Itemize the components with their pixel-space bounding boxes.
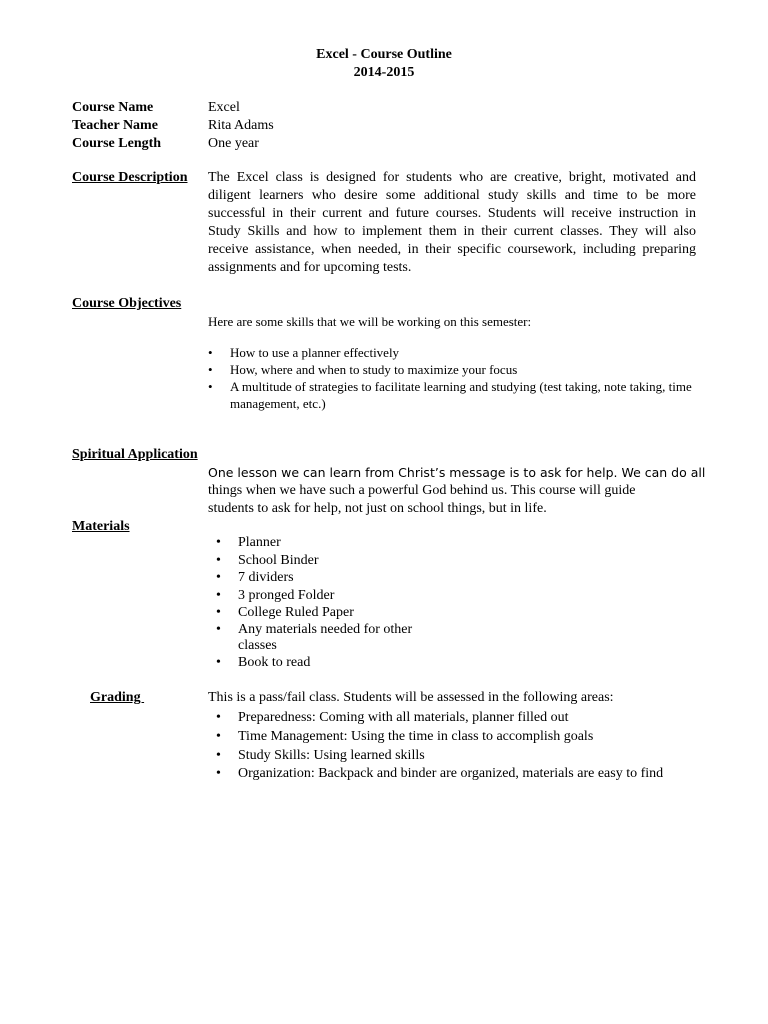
grading-heading: Grading [90, 690, 145, 705]
grading-intro: This is a pass/fail class. Students will be assessed in the following areas: [208, 690, 614, 705]
course-name-label: Course Name [72, 100, 154, 115]
course-name-value: Excel [208, 100, 240, 115]
bullet-icon: • [208, 362, 213, 377]
spiritual-heading: Spiritual Application [72, 447, 198, 462]
list-item: • How, where and when to study to maximize your focus [208, 362, 518, 377]
teacher-name-value: Rita Adams [208, 118, 274, 133]
bullet-icon: • [216, 552, 221, 568]
document-year: 2014-2015 [353, 65, 415, 80]
course-length-label: Course Length [72, 136, 162, 151]
list-item: • How to use a planner effectively [208, 345, 400, 360]
bullet-icon: • [208, 345, 213, 360]
bullet-icon: • [216, 710, 221, 725]
teacher-name-label: Teacher Name [72, 118, 158, 133]
bullet-icon: • [216, 621, 221, 637]
list-item: • A multitude of strategies to facilitate learning and studying (test taking, note taking, time management, etc.) [208, 379, 692, 411]
spiritual-text-line2: things when we have such a powerful God behind us. This course will guide students to ask for help, not just on school things, but in life. [208, 483, 636, 516]
bullet-icon: • [216, 535, 221, 550]
bullet-icon: • [216, 729, 221, 744]
list-item: • Time Management: Using the time in class to accomplish goals [216, 729, 594, 744]
list-item: • School Binder [216, 552, 319, 568]
objectives-heading: Course Objectives [72, 296, 182, 311]
list-item: • College Ruled Paper [216, 605, 354, 620]
spiritual-text-line1: One lesson we can learn from Christ’s message is to ask for help. We can do all [208, 465, 706, 480]
list-item: • 3 pronged Folder [216, 587, 335, 603]
materials-heading: Materials [72, 519, 130, 534]
description-text: The Excel class is designed for students who are creative, bright, motivated and diligent learners who desire some additional study skills and time to be more successful in their current and future courses. Students will receive instruction in Study Skills and how to implement them in their current classes. They will also receive assistance, when needed, in their specific coursework, including preparing assignments and for upcoming tests. [208, 170, 696, 275]
bullet-icon: • [216, 570, 221, 585]
objectives-intro: Here are some skills that we will be working on this semester: [208, 314, 532, 329]
bullet-icon: • [216, 766, 221, 781]
list-item: • 7 dividers [216, 570, 294, 585]
bullet-icon: • [208, 379, 213, 394]
bullet-icon: • [216, 605, 221, 620]
objectives-list [208, 344, 698, 412]
list-item: • Organization: Backpack and binder are organized, materials are easy to find [216, 766, 664, 781]
document-title: Excel - Course Outline [316, 47, 452, 62]
bullet-icon: • [216, 748, 221, 763]
bullet-icon: • [216, 654, 221, 670]
description-heading: Course Description [72, 170, 188, 185]
list-item: • Study Skills: Using learned skills [216, 748, 425, 763]
list-item: • Preparedness: Coming with all materials, planner filled out [216, 710, 569, 725]
list-item: • Planner [216, 535, 281, 550]
bullet-icon: • [216, 587, 221, 603]
materials-list [216, 534, 426, 671]
grading-list [216, 708, 686, 782]
course-length-value: One year [208, 136, 259, 151]
list-item: • Any materials needed for other classes [216, 621, 413, 653]
list-item: • Book to read [216, 654, 311, 670]
